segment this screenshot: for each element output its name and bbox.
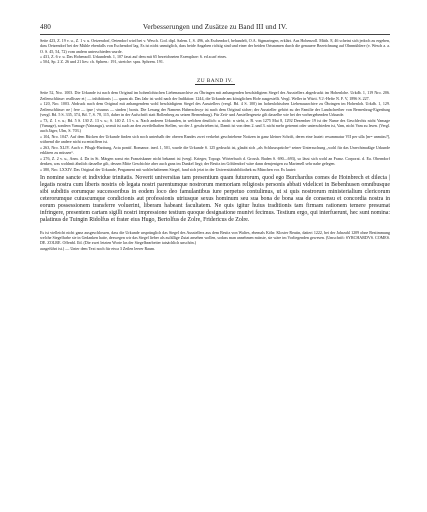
note-entry: » 120, Nro. 1003. Abdruck nach dem Original mit anhangendem wohl beschädigtem Siegel des Ausstellers (vergl. Bd. 4 S. 100) im hohenlohischen Liebenauarchive zu Öhringen im Hohenloh. Urkdb. 1, 129. Zeilenschlüsse: ne | fere — ipse | visunus — sinden | bonis. Die Lesung der Namens Haberschwyr ist nach dem Original sicher; der Aussteller gehört zu der Familie der Landschreiber von Bernesbrug-Eigenburg (vergl. Bd. 5 S. 335, 374, Bd. 7, S. 78, 115, daher in der Aufschrift statt Bollenberg zu setzen Bernenburg). Für Zeit- und Anstellergesetz gilt dasselbe wie bei der vorhergehenden Urkunde. xyxy=(40,101,390,118)
note-entry: » 380, Nro. LXXIV. Das Original der Urkunde, Pergament mit wohlerhaltenem Siegel, fand sich jetzt in der Universitätsbibliothek zu München vor. Es lautet: xyxy=(40,166,297,172)
note-entry: » 104, Nro. 1047. Auf dem Rücken der Urkunde finden sich noch unterhalb der oberen Randes zwei verkehrt geschriebene Notizen in ganz kleiner Schrift, deren eine lautet: resummatur VII per ulla [m= unmäss?], während die andere nicht zu entziffern ist. xyxy=(40,134,390,145)
section-heading-text: ZU BAND IV. xyxy=(197,78,233,85)
note-entry: » 73, Z. 1 v. u.; Bd. 5 S. 130 Z. 13 v. u.; S. 140 Z. 13 v. u. Nach anderen Urkunden, in welchen deutlich: u. nicht: n steht, z. B. von 1275 Mai 8, 1292 Dezember 19 ist der Name des Geschlechts nicht Vamage (Vamage), sondern Vamage (Vainaugu), womit ist auch an den zweifelhaften Stellen, wo der J. geschrieben ist, Damit ist von dem 2. und 3. nicht mehr getrennt oder unterschieden ist, Vam, nicht Vam zu lesen. (Vergl. auch Jäger, Ulm, S. 703.) xyxy=(40,117,390,134)
note-entry: » 263, Nro. XLIV. Auch v. Pflugk-Harttung, Acta pontif. Romanor. ined. 1, 501, wurde die Urkunde S. 125 gedruckt ist, glaubt sich „als Schlusssprüche“ seiner Untersuchung „wohl für das Unrechtmaßige Urkunde erklären zu müssen“. xyxy=(40,145,390,156)
page-header xyxy=(40,22,390,35)
note-entry: » 504, Sp. 2 Z. 26 und 21 lies: ch. Sphren.: 191, streiche: spas. Sphrem. 191. xyxy=(40,59,164,65)
note-entry: ausgeführt ist.) — Unter dem Text noch für etwa 3 Zeilen leerer Raum. xyxy=(40,245,156,251)
document-page xyxy=(40,22,390,251)
section-heading xyxy=(40,78,390,84)
note-entry: Seite 52, Nro. 1003. Die Urkunde ist nach dem Original im hohenlohischen Liebenauarchive zu Öhringen mit anhangenden beschädigtem Siegel des Ausstellers abgedruckt im Hohenlohe. Urkdb. 1, 119 Nro. 206. Zeilenschlüsse: reallisser et | — inhibitionis | — quam ab. Das Jahr ist wohl nach der Indiktion: 1244, die Urkunde am königlichen Hofe ausgestellt. Vergl. Weller in Württ. V.J.-Hefte N. F. V, 1896 S. 227. xyxy=(40,90,390,101)
charter-text: In nomine sancte et individue trinitatis. Noverit universitas tam presentium quam futurorum, quod ego Burchardus comes de Hoinbrech et dilecta | legatis nostra cum liberis nostris ob legata nostri parentumque nostrorum memoriam religiosis personis abbati videlicet in Bebenhusen omnibusque sibi subditis eorumque successoribus in eodem loco deo famulantibus iure perpetuo contulimus, ut si quis nostrorum ministerialium clericorum ceterorumque cuiuscumque condicionis aut professionis utriusque sexus hominum seu sua bona de bona sua de consensu et concordia nostra in eorum possessionem transferre voluerint, liberam habeant facultatem. Ne quis igitur huius traditionis tam firmam rationem temere presumat infringere, presentem cartam sigilli nostri impressione testium quoque designatione munivi fecimus. Testium ergo, qui interfuerunt, hec sunt nomina: palatinus de Tuingin Ridolfus et frater eius Hugo, Bertolfus de Zolre, Fridericus de Zolre. xyxy=(40,175,390,223)
top-notes xyxy=(40,38,390,64)
running-title: Verbesserungen und Zusätze zu Band III und IV. xyxy=(142,23,288,31)
note-entry: » 276, Z. 2 v. u., Anm. 4. Da in St. Märgen sonst ein Franziskaner nicht bekannt ist (vergl. Krieger, Topogr. Wörterbuch d. Grossh. Baden S. 690—693), so lässt sich wohl an Franz. Corporat. d. Ea. Oberndorf denken, was wohlmit ähnlich dasselbe gilt, dessen Mitte Geschichte aber auch ganz im Dunkel liegt; der Besitz im Göhlendorf wäre dann demjenigen zu Marienell sehr nahe gelegen. xyxy=(40,156,390,167)
note-entry: Es ist vielleicht nicht ganz ausgeschlossen, dass die Urkunde ursprünglich das Siegel des Ausstellers aus dem Besitz von Waltes, ehemals Köln: Kloster Reutin, datiert 1222, bei der Jahrzahl 1209 ohne Bestimmung welche Siegelfarbe sie in Gedanken hatte, deswegen wir das Siegel lieber als zufällige Zutat ansehen wollen, sodass man annehmen müsste, sie wäre im Vorliegenden gewesen. (Umschrift: SYRCHARDVS. COMES. DE. ZOLRE. Offenbl. Ild. (Die zwei letzten Worte las der Siegelbearbeiter tatsächlich unschön.) xyxy=(40,229,390,246)
note-entry: Seite 423, Z. 19 v. u., Z. 1 v. u. Oetzendorf, Oetendorf wird bei v. Wesch. Cod. dipl. Salem. I, S. 496, als Eschendorf, behandelt, O.A. Sigmaringen, erklärt. Aus Hohenzoll. Mitth. 8, 46 scheint sich jedoch zu ergeben, dass Oetzendorf bei der Mühle ebenfalls von Eschendorf lag. Es ist nicht unmöglich, dass beide Angaben richtig sind und einer der beiden Ortsnamen durch die genauere Bezeichnung auf Ohnmühlere (v. Wesch a. a. O. S. 45, 54, 72) vom andern unterschieden wurde. xyxy=(40,38,390,54)
page-number: 480 xyxy=(40,23,51,31)
trailing-notes xyxy=(40,230,390,251)
correction-notes xyxy=(40,90,390,172)
note-entry: » 431, Z. 6 v. u. Das Hohenzoll. Urkundenb. 1, 107 fasst auf dem mit 65 bezeichneten Exemplare: 6. ed.scarf eines. xyxy=(40,53,227,59)
